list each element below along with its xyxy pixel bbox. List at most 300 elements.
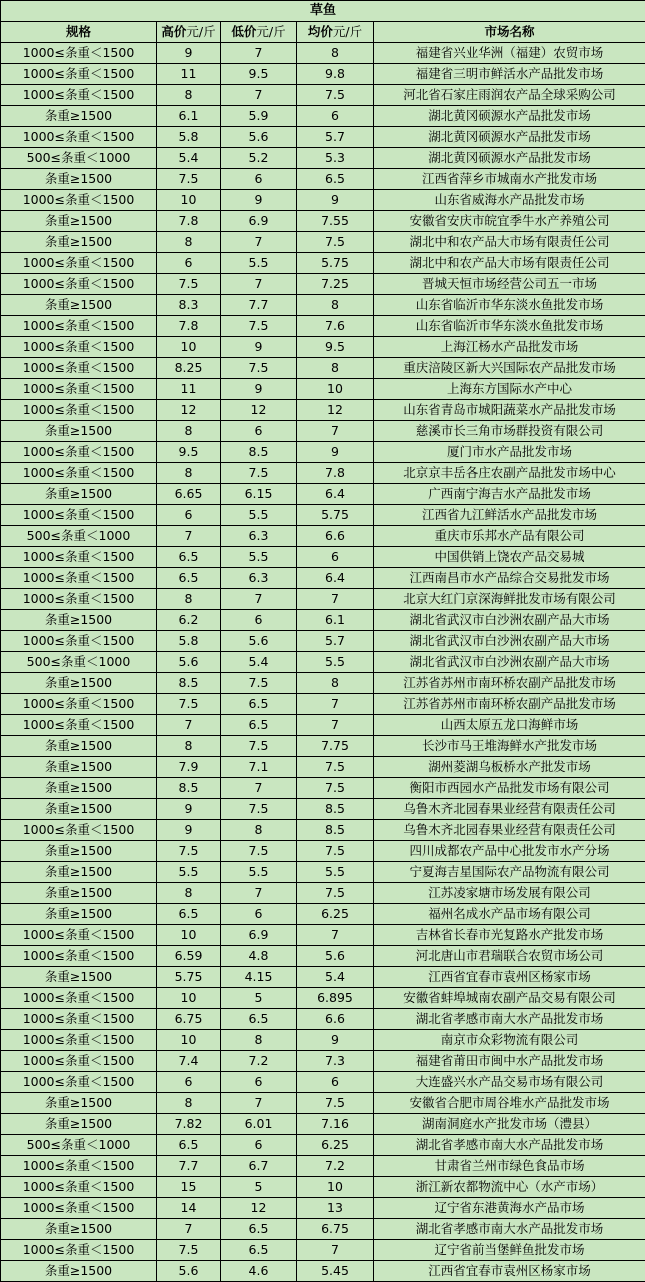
header-market: 市场名称 xyxy=(374,22,645,43)
table-row xyxy=(1,253,645,274)
cell-avg: 12 xyxy=(297,400,374,421)
cell-low: 5 xyxy=(221,1177,297,1198)
cell-avg: 5.75 xyxy=(297,505,374,526)
cell-avg: 9 xyxy=(297,442,374,463)
cell-spec: 1000≤条重＜1500 xyxy=(1,337,157,358)
cell-market: 中国供销上饶农产品交易城 xyxy=(374,547,645,568)
cell-high: 6.5 xyxy=(157,547,221,568)
cell-low: 7 xyxy=(221,1093,297,1114)
cell-spec: 1000≤条重＜1500 xyxy=(1,1009,157,1030)
cell-high: 6.59 xyxy=(157,946,221,967)
cell-spec: 1000≤条重＜1500 xyxy=(1,43,157,64)
cell-high: 6.5 xyxy=(157,904,221,925)
cell-avg: 5.5 xyxy=(297,862,374,883)
cell-avg: 8 xyxy=(297,358,374,379)
cell-low: 8 xyxy=(221,820,297,841)
table-row xyxy=(1,589,645,610)
table-row xyxy=(1,673,645,694)
header-low-label: 低价 xyxy=(231,24,257,39)
cell-spec: 1000≤条重＜1500 xyxy=(1,190,157,211)
cell-avg: 7.5 xyxy=(297,85,374,106)
cell-high: 8 xyxy=(157,736,221,757)
cell-spec: 1000≤条重＜1500 xyxy=(1,1240,157,1261)
cell-high: 10 xyxy=(157,1030,221,1051)
cell-market: 湖北省孝感市南大水产品批发市场 xyxy=(374,1219,645,1240)
cell-low: 7 xyxy=(221,883,297,904)
cell-low: 6 xyxy=(221,421,297,442)
cell-market: 南京市众彩物流有限公司 xyxy=(374,1030,645,1051)
cell-market: 辽宁省前当堡鲜鱼批发市场 xyxy=(374,1240,645,1261)
table-row xyxy=(1,295,645,316)
cell-high: 8 xyxy=(157,421,221,442)
cell-avg: 9.8 xyxy=(297,64,374,85)
table-row xyxy=(1,526,645,547)
cell-spec: 1000≤条重＜1500 xyxy=(1,925,157,946)
cell-high: 8.3 xyxy=(157,295,221,316)
cell-avg: 7 xyxy=(297,925,374,946)
cell-avg: 6.75 xyxy=(297,1219,374,1240)
cell-spec: 1000≤条重＜1500 xyxy=(1,1030,157,1051)
cell-market: 宁夏海吉星国际农产品物流有限公司 xyxy=(374,862,645,883)
cell-market: 重庆涪陵区新大兴国际农产品批发市场 xyxy=(374,358,645,379)
cell-spec: 1000≤条重＜1500 xyxy=(1,379,157,400)
cell-spec: 1000≤条重＜1500 xyxy=(1,1198,157,1219)
table-row xyxy=(1,568,645,589)
cell-low: 6.5 xyxy=(221,1219,297,1240)
cell-low: 7.5 xyxy=(221,316,297,337)
cell-market: 江西省九江鲜活水产品批发市场 xyxy=(374,505,645,526)
cell-low: 8.5 xyxy=(221,442,297,463)
cell-market: 山东省临沂市华东淡水鱼批发市场 xyxy=(374,316,645,337)
table-row xyxy=(1,379,645,400)
cell-low: 5.5 xyxy=(221,505,297,526)
cell-high: 11 xyxy=(157,64,221,85)
cell-low: 7.5 xyxy=(221,673,297,694)
cell-avg: 5.7 xyxy=(297,631,374,652)
cell-avg: 6.4 xyxy=(297,484,374,505)
cell-avg: 5.7 xyxy=(297,127,374,148)
cell-low: 9 xyxy=(221,337,297,358)
cell-avg: 5.3 xyxy=(297,148,374,169)
cell-high: 7.5 xyxy=(157,1240,221,1261)
cell-high: 7.7 xyxy=(157,1156,221,1177)
cell-high: 7.9 xyxy=(157,757,221,778)
cell-high: 9 xyxy=(157,820,221,841)
cell-high: 9 xyxy=(157,43,221,64)
cell-market: 湖北省武汉市白沙洲农副产品大市场 xyxy=(374,652,645,673)
cell-avg: 5.75 xyxy=(297,253,374,274)
cell-avg: 10 xyxy=(297,1177,374,1198)
cell-spec: 1000≤条重＜1500 xyxy=(1,253,157,274)
cell-low: 4.6 xyxy=(221,1261,297,1282)
cell-low: 6.01 xyxy=(221,1114,297,1135)
cell-avg: 7 xyxy=(297,694,374,715)
cell-low: 4.15 xyxy=(221,967,297,988)
cell-low: 9 xyxy=(221,190,297,211)
table-row xyxy=(1,211,645,232)
cell-spec: 1000≤条重＜1500 xyxy=(1,547,157,568)
cell-spec: 500≤条重＜1000 xyxy=(1,526,157,547)
table-row xyxy=(1,1030,645,1051)
title-row xyxy=(1,1,645,22)
cell-avg: 5.4 xyxy=(297,967,374,988)
table-row xyxy=(1,652,645,673)
cell-market: 湖北省孝感市南大水产品批发市场 xyxy=(374,1135,645,1156)
table-row xyxy=(1,316,645,337)
cell-high: 7.5 xyxy=(157,169,221,190)
cell-market: 长沙市马王堆海鲜水产批发市场 xyxy=(374,736,645,757)
cell-spec: 条重≥1500 xyxy=(1,1114,157,1135)
table-row xyxy=(1,43,645,64)
cell-high: 5.4 xyxy=(157,148,221,169)
cell-spec: 条重≥1500 xyxy=(1,673,157,694)
cell-market: 乌鲁木齐北园春果业经营有限责任公司 xyxy=(374,820,645,841)
cell-avg: 6.6 xyxy=(297,1009,374,1030)
cell-low: 6.5 xyxy=(221,715,297,736)
cell-low: 7 xyxy=(221,274,297,295)
header-avg-label: 均价 xyxy=(307,24,333,39)
cell-spec: 条重≥1500 xyxy=(1,1261,157,1282)
cell-spec: 条重≥1500 xyxy=(1,736,157,757)
cell-avg: 6.5 xyxy=(297,169,374,190)
cell-low: 7.5 xyxy=(221,736,297,757)
table-row xyxy=(1,904,645,925)
cell-avg: 7 xyxy=(297,715,374,736)
cell-high: 9 xyxy=(157,799,221,820)
table-row xyxy=(1,694,645,715)
cell-spec: 1000≤条重＜1500 xyxy=(1,316,157,337)
cell-spec: 1000≤条重＜1500 xyxy=(1,568,157,589)
cell-avg: 7.5 xyxy=(297,778,374,799)
cell-low: 6 xyxy=(221,904,297,925)
table-row xyxy=(1,967,645,988)
table-row xyxy=(1,1009,645,1030)
table-row xyxy=(1,505,645,526)
cell-avg: 6.6 xyxy=(297,526,374,547)
cell-market: 甘肃省兰州市绿色食品市场 xyxy=(374,1156,645,1177)
table-row xyxy=(1,400,645,421)
cell-spec: 条重≥1500 xyxy=(1,883,157,904)
header-row xyxy=(1,22,645,43)
cell-avg: 9 xyxy=(297,1030,374,1051)
cell-market: 四川成都农产品中心批发市水产分场 xyxy=(374,841,645,862)
cell-avg: 6.25 xyxy=(297,904,374,925)
header-high-label: 高价 xyxy=(161,24,187,39)
cell-low: 7.1 xyxy=(221,757,297,778)
cell-avg: 5.5 xyxy=(297,652,374,673)
cell-avg: 7.5 xyxy=(297,232,374,253)
table-row xyxy=(1,736,645,757)
cell-low: 7 xyxy=(221,43,297,64)
cell-market: 江西南昌市水产品综合交易批发市场 xyxy=(374,568,645,589)
cell-market: 湖北黄冈硕源水产品批发市场 xyxy=(374,106,645,127)
table-row xyxy=(1,190,645,211)
cell-avg: 6.895 xyxy=(297,988,374,1009)
header-high-unit: 元/斤 xyxy=(186,24,216,39)
cell-spec: 1000≤条重＜1500 xyxy=(1,274,157,295)
cell-low: 6 xyxy=(221,1072,297,1093)
cell-market: 安徽省安庆市皖宜季牛水产养殖公司 xyxy=(374,211,645,232)
header-low xyxy=(221,22,297,43)
cell-spec: 条重≥1500 xyxy=(1,1219,157,1240)
cell-high: 6.5 xyxy=(157,1135,221,1156)
cell-low: 5.6 xyxy=(221,631,297,652)
header-avg xyxy=(297,22,374,43)
cell-spec: 条重≥1500 xyxy=(1,799,157,820)
table-row xyxy=(1,442,645,463)
cell-high: 6.5 xyxy=(157,568,221,589)
table-row xyxy=(1,799,645,820)
cell-market: 湖北中和农产品大市场有限责任公司 xyxy=(374,253,645,274)
cell-market: 福建省兴业华洲（福建）农贸市场 xyxy=(374,43,645,64)
table-row xyxy=(1,1093,645,1114)
cell-market: 江西省宜春市袁州区杨家市场 xyxy=(374,1261,645,1282)
cell-market: 广西南宁海吉水产品批发市场 xyxy=(374,484,645,505)
cell-spec: 1000≤条重＜1500 xyxy=(1,1051,157,1072)
cell-market: 湖北中和农产品大市场有限责任公司 xyxy=(374,232,645,253)
cell-market: 辽宁省东港黄海水产品市场 xyxy=(374,1198,645,1219)
cell-high: 14 xyxy=(157,1198,221,1219)
table-row xyxy=(1,925,645,946)
cell-high: 6 xyxy=(157,505,221,526)
cell-low: 6.3 xyxy=(221,568,297,589)
cell-high: 8.5 xyxy=(157,778,221,799)
cell-spec: 条重≥1500 xyxy=(1,841,157,862)
cell-high: 5.6 xyxy=(157,1261,221,1282)
cell-avg: 8 xyxy=(297,673,374,694)
cell-spec: 1000≤条重＜1500 xyxy=(1,442,157,463)
cell-avg: 10 xyxy=(297,379,374,400)
cell-low: 6 xyxy=(221,1135,297,1156)
cell-high: 7.5 xyxy=(157,841,221,862)
cell-low: 12 xyxy=(221,1198,297,1219)
cell-market: 山东省青岛市城阳蔬菜水产品批发市场 xyxy=(374,400,645,421)
table-row xyxy=(1,1135,645,1156)
cell-high: 8 xyxy=(157,589,221,610)
cell-low: 12 xyxy=(221,400,297,421)
table-row xyxy=(1,631,645,652)
cell-high: 7.8 xyxy=(157,316,221,337)
cell-high: 5.5 xyxy=(157,862,221,883)
cell-market: 北京大红门京深海鲜批发市场有限公司 xyxy=(374,589,645,610)
cell-market: 厦门市水产品批发市场 xyxy=(374,442,645,463)
cell-market: 湖北黄冈硕源水产品批发市场 xyxy=(374,148,645,169)
cell-avg: 7 xyxy=(297,421,374,442)
cell-avg: 7.2 xyxy=(297,1156,374,1177)
cell-spec: 1000≤条重＜1500 xyxy=(1,400,157,421)
cell-market: 上海东方国际水产中心 xyxy=(374,379,645,400)
cell-high: 5.8 xyxy=(157,127,221,148)
cell-high: 7.4 xyxy=(157,1051,221,1072)
cell-market: 河北省石家庄雨润农产品全球采购公司 xyxy=(374,85,645,106)
cell-avg: 7.5 xyxy=(297,1093,374,1114)
cell-high: 10 xyxy=(157,925,221,946)
cell-high: 7.5 xyxy=(157,694,221,715)
cell-spec: 1000≤条重＜1500 xyxy=(1,505,157,526)
cell-market: 山东省威海水产品批发市场 xyxy=(374,190,645,211)
table-row xyxy=(1,106,645,127)
cell-low: 6.9 xyxy=(221,211,297,232)
cell-high: 11 xyxy=(157,379,221,400)
cell-high: 10 xyxy=(157,190,221,211)
table-row xyxy=(1,148,645,169)
cell-low: 8 xyxy=(221,1030,297,1051)
cell-low: 9 xyxy=(221,379,297,400)
table-row xyxy=(1,715,645,736)
cell-avg: 9 xyxy=(297,190,374,211)
cell-low: 5.5 xyxy=(221,862,297,883)
table-row xyxy=(1,421,645,442)
cell-avg: 7.5 xyxy=(297,883,374,904)
cell-spec: 1000≤条重＜1500 xyxy=(1,358,157,379)
cell-spec: 1000≤条重＜1500 xyxy=(1,1177,157,1198)
cell-high: 7.82 xyxy=(157,1114,221,1135)
cell-avg: 7.6 xyxy=(297,316,374,337)
cell-high: 10 xyxy=(157,337,221,358)
cell-spec: 条重≥1500 xyxy=(1,295,157,316)
cell-high: 8.5 xyxy=(157,673,221,694)
cell-avg: 6 xyxy=(297,106,374,127)
cell-spec: 条重≥1500 xyxy=(1,106,157,127)
cell-avg: 13 xyxy=(297,1198,374,1219)
cell-spec: 条重≥1500 xyxy=(1,421,157,442)
header-avg-unit: 元/斤 xyxy=(332,24,363,39)
cell-market: 江苏凌家塘市场发展有限公司 xyxy=(374,883,645,904)
table-row xyxy=(1,232,645,253)
cell-market: 湖北省武汉市白沙洲农副产品大市场 xyxy=(374,610,645,631)
cell-market: 江西省萍乡市城南水产批发市场 xyxy=(374,169,645,190)
cell-low: 5.6 xyxy=(221,127,297,148)
header-low-unit: 元/斤 xyxy=(256,24,286,39)
cell-spec: 条重≥1500 xyxy=(1,211,157,232)
table-row xyxy=(1,883,645,904)
cell-market: 福州名成水产品市场有限公司 xyxy=(374,904,645,925)
table-row xyxy=(1,610,645,631)
cell-high: 6.1 xyxy=(157,106,221,127)
cell-market: 浙江新农都物流中心（水产市场） xyxy=(374,1177,645,1198)
cell-avg: 7.25 xyxy=(297,274,374,295)
cell-high: 8 xyxy=(157,232,221,253)
cell-low: 7 xyxy=(221,232,297,253)
cell-high: 7 xyxy=(157,526,221,547)
cell-avg: 8.5 xyxy=(297,799,374,820)
cell-market: 湖州菱湖乌板桥水产批发市场 xyxy=(374,757,645,778)
cell-high: 9.5 xyxy=(157,442,221,463)
cell-low: 5.5 xyxy=(221,547,297,568)
table-row xyxy=(1,1198,645,1219)
table-row xyxy=(1,1177,645,1198)
cell-high: 15 xyxy=(157,1177,221,1198)
cell-avg: 8.5 xyxy=(297,820,374,841)
cell-spec: 条重≥1500 xyxy=(1,778,157,799)
cell-spec: 1000≤条重＜1500 xyxy=(1,820,157,841)
cell-avg: 6 xyxy=(297,1072,374,1093)
cell-high: 7.8 xyxy=(157,211,221,232)
cell-spec: 条重≥1500 xyxy=(1,862,157,883)
cell-spec: 1000≤条重＜1500 xyxy=(1,64,157,85)
cell-market: 慈溪市长三角市场群投资有限公司 xyxy=(374,421,645,442)
cell-market: 安徽省蚌埠城南农副产品交易有限公司 xyxy=(374,988,645,1009)
cell-avg: 6 xyxy=(297,547,374,568)
cell-high: 7 xyxy=(157,1219,221,1240)
cell-spec: 条重≥1500 xyxy=(1,967,157,988)
cell-market: 上海江杨水产品批发市场 xyxy=(374,337,645,358)
cell-avg: 7.55 xyxy=(297,211,374,232)
cell-low: 7.5 xyxy=(221,799,297,820)
cell-avg: 7.16 xyxy=(297,1114,374,1135)
cell-low: 9.5 xyxy=(221,64,297,85)
cell-low: 7 xyxy=(221,85,297,106)
table-row xyxy=(1,1240,645,1261)
table-row xyxy=(1,946,645,967)
cell-low: 4.8 xyxy=(221,946,297,967)
table-row xyxy=(1,85,645,106)
table-row xyxy=(1,841,645,862)
cell-spec: 条重≥1500 xyxy=(1,1093,157,1114)
cell-high: 6.75 xyxy=(157,1009,221,1030)
table-row xyxy=(1,862,645,883)
cell-low: 7.5 xyxy=(221,841,297,862)
cell-low: 7.2 xyxy=(221,1051,297,1072)
cell-spec: 1000≤条重＜1500 xyxy=(1,1156,157,1177)
cell-avg: 7.5 xyxy=(297,757,374,778)
cell-spec: 条重≥1500 xyxy=(1,610,157,631)
cell-low: 5.5 xyxy=(221,253,297,274)
table-row xyxy=(1,463,645,484)
cell-low: 6.7 xyxy=(221,1156,297,1177)
cell-spec: 条重≥1500 xyxy=(1,484,157,505)
cell-market: 福建省三明市鲜活水产品批发市场 xyxy=(374,64,645,85)
cell-spec: 条重≥1500 xyxy=(1,757,157,778)
cell-market: 安徽省合肥市周谷堆水产品批发市场 xyxy=(374,1093,645,1114)
cell-market: 江苏省苏州市南环桥农副产品批发市场 xyxy=(374,694,645,715)
cell-low: 6 xyxy=(221,169,297,190)
cell-low: 7.5 xyxy=(221,463,297,484)
table-row xyxy=(1,988,645,1009)
cell-market: 江苏省苏州市南环桥农副产品批发市场 xyxy=(374,673,645,694)
table-row xyxy=(1,484,645,505)
cell-avg: 8 xyxy=(297,43,374,64)
cell-high: 7.5 xyxy=(157,274,221,295)
cell-avg: 5.45 xyxy=(297,1261,374,1282)
cell-spec: 500≤条重＜1000 xyxy=(1,1135,157,1156)
cell-low: 6.3 xyxy=(221,526,297,547)
cell-low: 7 xyxy=(221,589,297,610)
table-row xyxy=(1,1219,645,1240)
table-row xyxy=(1,1051,645,1072)
cell-low: 5.2 xyxy=(221,148,297,169)
cell-avg: 7.3 xyxy=(297,1051,374,1072)
table-row xyxy=(1,169,645,190)
cell-spec: 1000≤条重＜1500 xyxy=(1,463,157,484)
cell-market: 湖北黄冈硕源水产品批发市场 xyxy=(374,127,645,148)
cell-high: 5.75 xyxy=(157,967,221,988)
cell-market: 乌鲁木齐北园春果业经营有限责任公司 xyxy=(374,799,645,820)
cell-market: 重庆市乐邦水产品有限公司 xyxy=(374,526,645,547)
table-row xyxy=(1,757,645,778)
cell-spec: 1000≤条重＜1500 xyxy=(1,694,157,715)
table-row xyxy=(1,64,645,85)
cell-high: 10 xyxy=(157,988,221,1009)
cell-spec: 条重≥1500 xyxy=(1,232,157,253)
cell-market: 湖南洞庭水产批发市场（澧县） xyxy=(374,1114,645,1135)
cell-avg: 9.5 xyxy=(297,337,374,358)
table-row xyxy=(1,1114,645,1135)
cell-high: 6.2 xyxy=(157,610,221,631)
table-row xyxy=(1,337,645,358)
cell-spec: 1000≤条重＜1500 xyxy=(1,127,157,148)
table-row xyxy=(1,820,645,841)
